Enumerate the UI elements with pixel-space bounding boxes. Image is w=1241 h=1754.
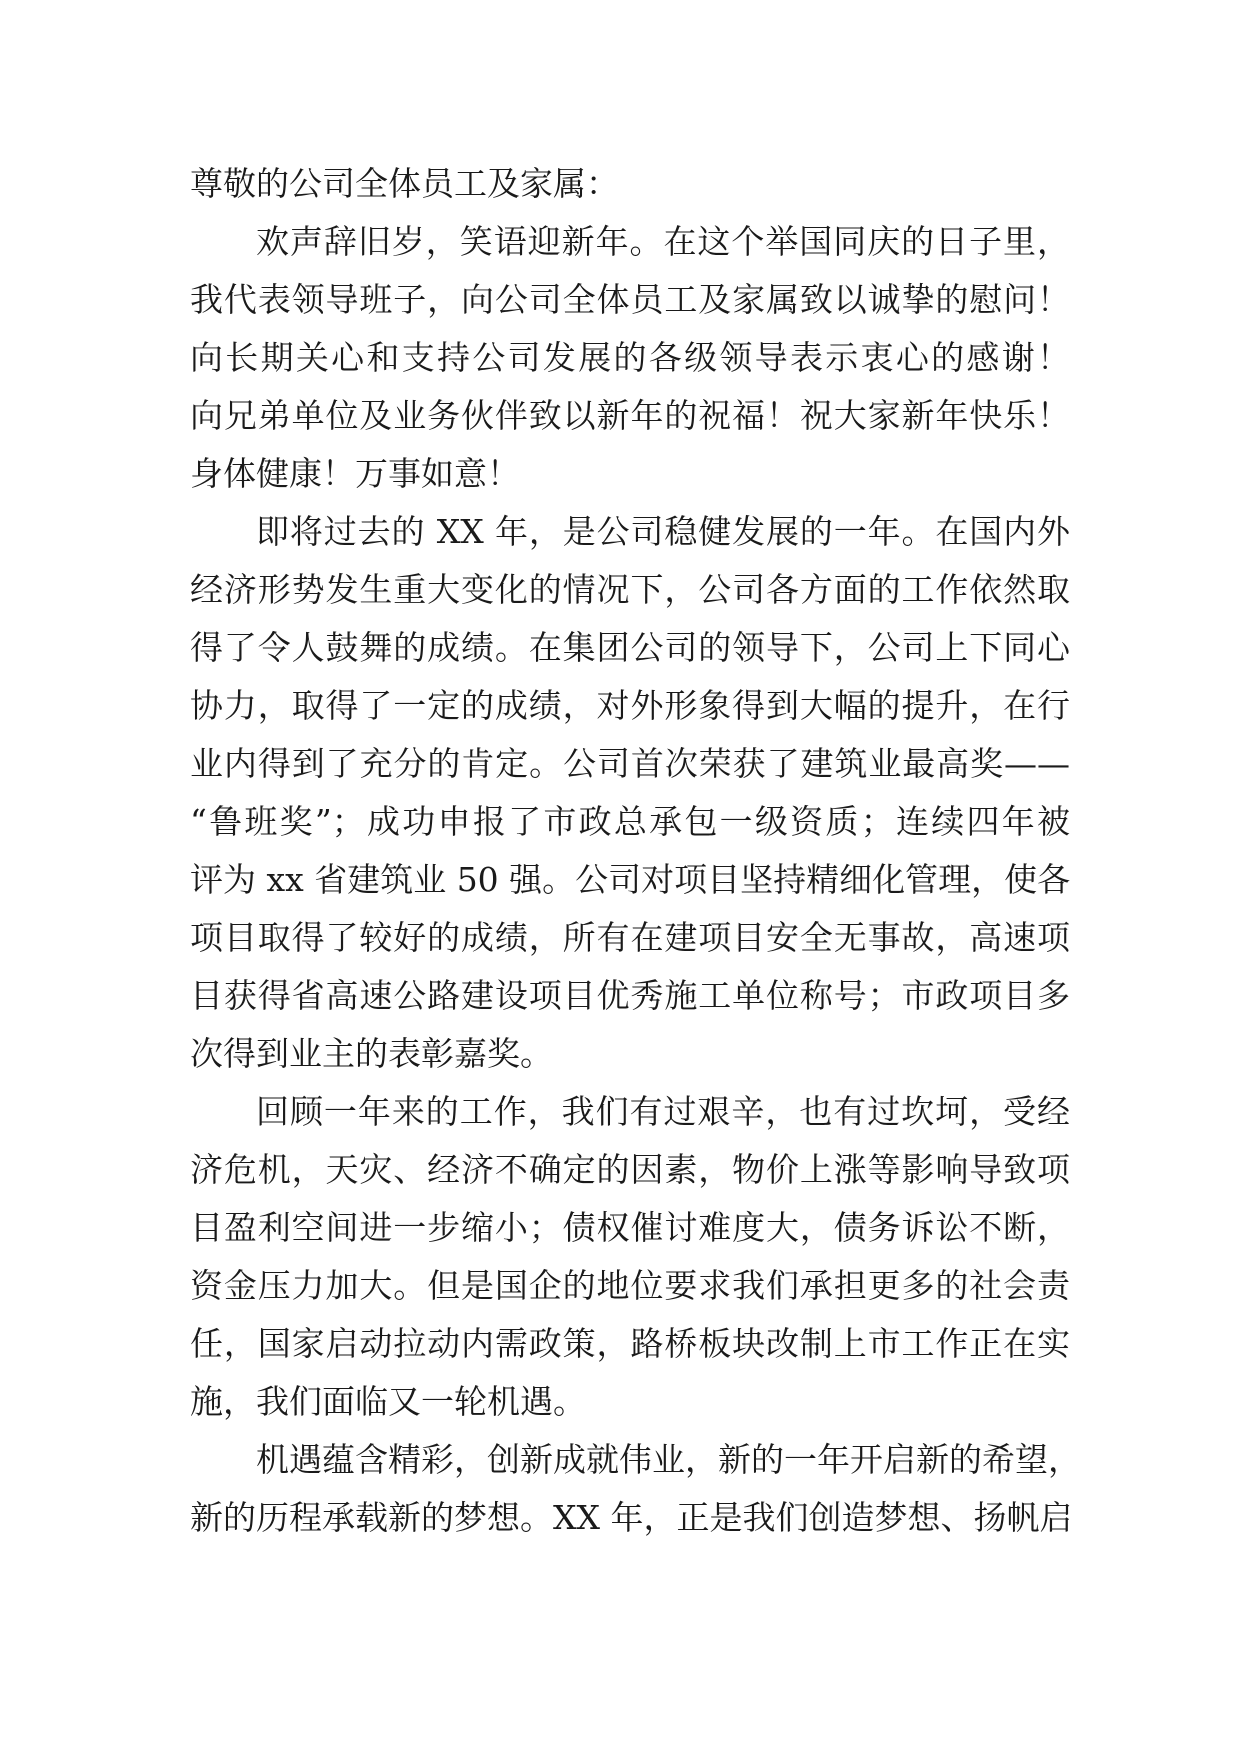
paragraph-3-line-1: 回顾一年来的工作，我们有过艰辛，也有过坎坷，受经	[256, 1092, 1070, 1131]
paragraph-3-line-2: 济危机，天灾、经济不确定的因素，物价上涨等影响导致项	[190, 1150, 1070, 1189]
paragraph-2-line-4: 协力，取得了一定的成绩，对外形象得到大幅的提升，在行	[190, 686, 1070, 725]
paragraph-2-line-7: 评为 xx 省建筑业 50 强。公司对项目坚持精细化管理，使各	[190, 860, 1071, 899]
paragraph-4-line-2: 新的历程承载新的梦想。XX 年，正是我们创造梦想、扬帆启	[190, 1498, 1073, 1537]
paragraph-3-line-6: 施，我们面临又一轮机遇。	[190, 1382, 586, 1421]
paragraph-2-line-9: 目获得省高速公路建设项目优秀施工单位称号；市政项目多	[190, 976, 1070, 1015]
paragraph-2-line-1: 即将过去的 XX 年，是公司稳健发展的一年。在国内外	[256, 512, 1070, 551]
paragraph-2-line-5: 业内得到了充分的肯定。公司首次荣获了建筑业最高奖——	[190, 744, 1070, 783]
letter-body	[190, 155, 1081, 1547]
paragraph-1-line-3: 向长期关心和支持公司发展的各级领导表示衷心的感谢！	[190, 338, 1070, 377]
paragraph-1-line-1: 欢声辞旧岁，笑语迎新年。在这个举国同庆的日子里，	[256, 222, 1070, 261]
paragraph-1-line-4: 向兄弟单位及业务伙伴致以新年的祝福！祝大家新年快乐！	[190, 396, 1070, 435]
paragraph-2-line-10: 次得到业主的表彰嘉奖。	[190, 1034, 553, 1073]
paragraph-2-line-8: 项目取得了较好的成绩，所有在建项目安全无事故，高速项	[190, 918, 1070, 957]
paragraph-4-line-1: 机遇蕴含精彩，创新成就伟业，新的一年开启新的希望，	[256, 1440, 1081, 1479]
greeting-line: 尊敬的公司全体员工及家属：	[190, 164, 619, 203]
paragraph-2-line-2: 经济形势发生重大变化的情况下，公司各方面的工作依然取	[190, 570, 1070, 609]
paragraph-3-line-4: 资金压力加大。但是国企的地位要求我们承担更多的社会责	[190, 1266, 1070, 1305]
paragraph-2-line-6: “鲁班奖”；成功申报了市政总承包一级资质；连续四年被	[190, 802, 1070, 841]
paragraph-1-line-2: 我代表领导班子，向公司全体员工及家属致以诚挚的慰问！	[190, 280, 1070, 319]
paragraph-3-line-5: 任，国家启动拉动内需政策，路桥板块改制上市工作正在实	[190, 1324, 1070, 1363]
paragraph-1-line-5: 身体健康！万事如意！	[190, 454, 520, 493]
paragraph-3-line-3: 目盈利空间进一步缩小；债权催讨难度大，债务诉讼不断，	[190, 1208, 1070, 1247]
paragraph-2-line-3: 得了令人鼓舞的成绩。在集团公司的领导下，公司上下同心	[190, 628, 1070, 667]
